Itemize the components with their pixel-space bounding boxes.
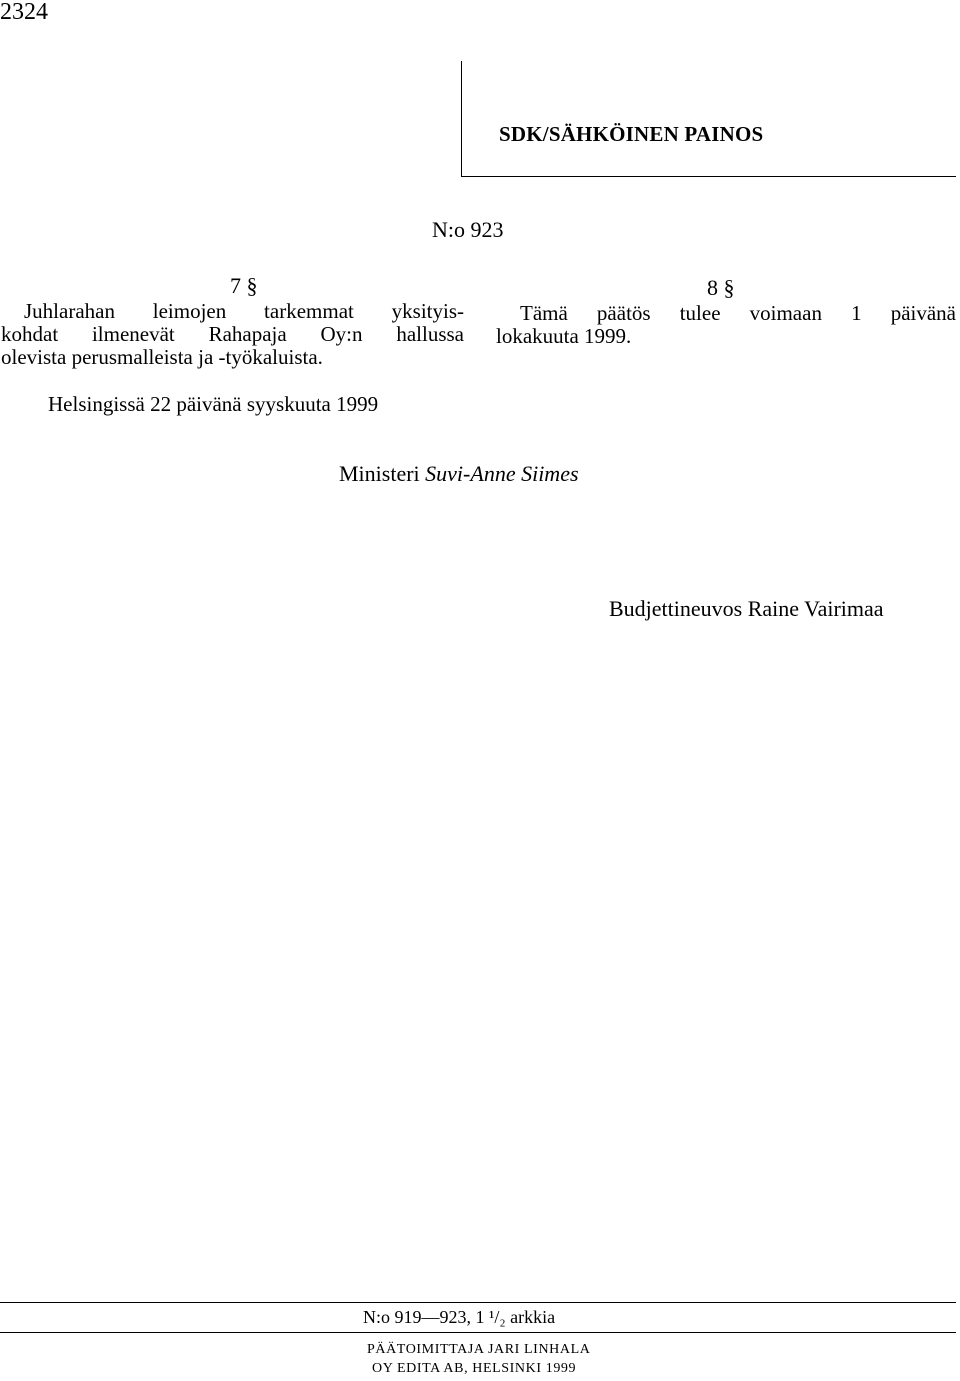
- counsellor-signature: Budjettineuvos Raine Vairimaa: [609, 596, 884, 621]
- minister-name: Suvi-Anne Siimes: [425, 461, 579, 486]
- footer-editor: PÄÄTOIMITTAJA JARI LINHALA: [367, 1342, 591, 1357]
- header-title: SDK/SÄHKÖINEN PAINOS: [499, 122, 764, 146]
- page-number: 2324: [0, 0, 48, 25]
- header-rule-vertical: [461, 61, 462, 177]
- section-8-heading: 8 §: [707, 275, 735, 300]
- decree-number: N:o 923: [432, 217, 504, 242]
- minister-signature: [339, 461, 579, 487]
- footer-rule-top: [0, 1302, 956, 1303]
- minister-title: Ministeri: [339, 461, 420, 486]
- section-7-line-1: Juhlarahan leimojen tarkemmat yksityis-: [24, 299, 464, 323]
- section-8-line-1: Tämä päätös tulee voimaan 1 päivänä: [520, 301, 956, 325]
- section-7-line-2: kohdat ilmenevät Rahapaja Oy:n hallussa: [1, 322, 464, 346]
- place-date: Helsingissä 22 päivänä syyskuuta 1999: [48, 392, 379, 416]
- footer-issue: N:o 919—923, 1 ¹/₂ arkkia: [363, 1307, 556, 1327]
- section-8-line-2: lokakuuta 1999.: [496, 324, 632, 348]
- section-7-line-3: olevista perusmalleista ja -työkaluista.: [1, 345, 323, 369]
- header-rule-horizontal: [461, 176, 956, 177]
- footer-rule-bottom: [0, 1332, 956, 1333]
- footer-publisher: OY EDITA AB, HELSINKI 1999: [372, 1361, 577, 1376]
- section-7-heading: 7 §: [230, 273, 258, 298]
